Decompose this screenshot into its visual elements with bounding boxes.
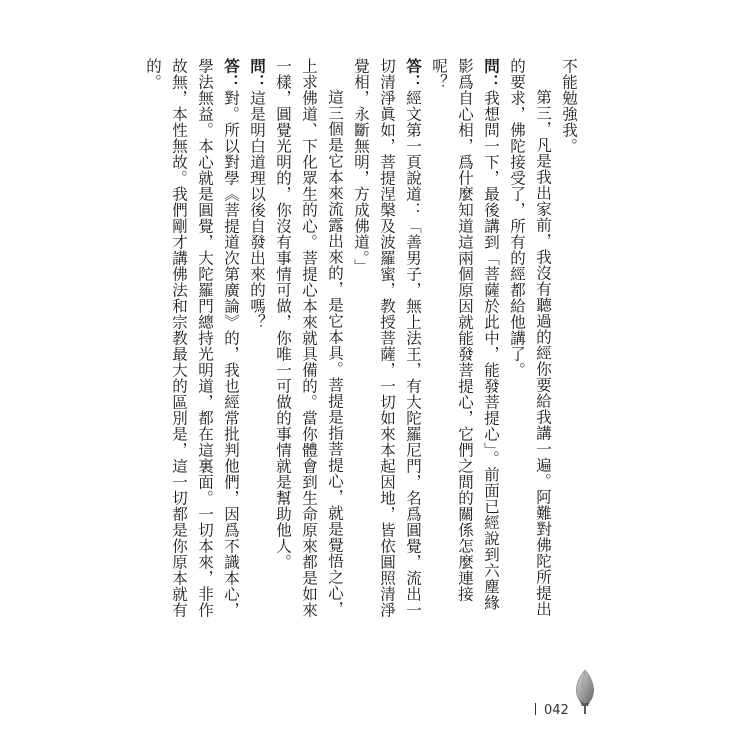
question-1 <box>426 58 504 618</box>
answer-label: 答： <box>404 58 423 90</box>
lotus-bud-icon <box>568 668 602 714</box>
body-text-column <box>140 58 582 618</box>
paragraph-third-request: 第三，凡是我出家前，我沒有聽過的經你要給我講一遍。阿難對佛陀所提出的要求，佛陀接受了，所有的經都給他講了。 <box>508 58 552 617</box>
answer-text: 經文第一頁說道：「善男子，無上法王，有大陀羅尼門，名爲圓覺，流出一切清淨眞如，菩提涅槃及波羅蜜，教授菩薩，一切如來本起因地，皆依圓照清淨覺相，永斷無明，方成佛道。」 <box>352 58 422 618</box>
paragraph-cont: 不能勉強我。 <box>560 58 578 154</box>
page-number <box>535 703 569 718</box>
answer-text: 對。所以對學《菩提道次第廣論》的，我也經常批判他們，因爲不識本心，學法無益。本心就是圓覺，大陀羅門總持光明道，都在這裏面。一切本來，非作故無，本性無故。我們剛才講佛法和宗教最大的區別是，這一切都是你原本就有的。 <box>144 58 240 618</box>
question-label: 問： <box>482 58 501 90</box>
page-number-text: 042 <box>544 703 569 718</box>
question-text: 我想問一下，最後講到「菩薩於此中，能發菩提心」。前面已經說到六塵緣影爲自心相，爲什麼知道這兩個原因就能發菩提心，它們之間的關係怎麼連接呢？ <box>430 58 500 611</box>
answer-label: 答： <box>222 58 241 90</box>
question-2 <box>244 58 270 618</box>
divider <box>535 703 536 715</box>
paragraph-explanation: 這三個是它本來流露出來的，是它本具。菩提是指菩提心，就是覺悟之心，上求佛道、下化眾生的心。菩提心本來就具備的。當你體會到生命原來都是如來一樣，圓覺光明的，你沒有事情可做，你唯一可做的事情就是幫助他人。 <box>274 58 344 618</box>
question-label: 問： <box>248 58 267 90</box>
answer-1 <box>348 58 426 618</box>
answer-2 <box>140 58 244 618</box>
question-text: 這是明白道理以後自發出來的嗎？ <box>248 90 266 330</box>
